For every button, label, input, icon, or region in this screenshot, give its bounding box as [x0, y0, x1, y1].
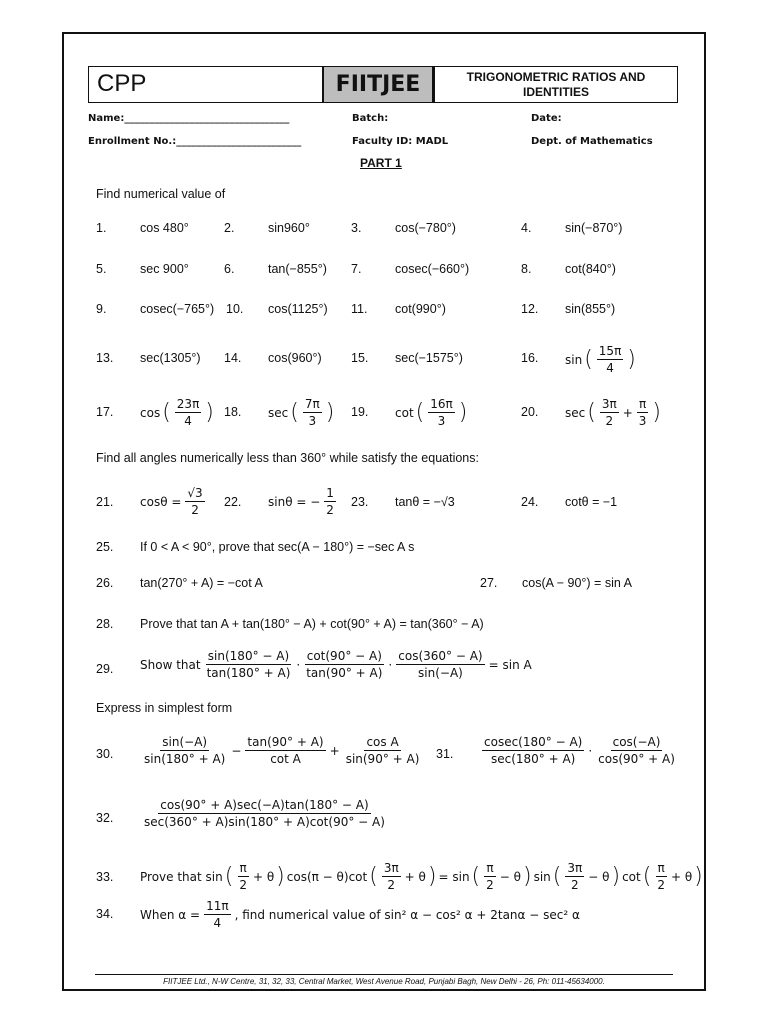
question-number: 11.: [351, 302, 368, 316]
section-heading-3: Express in simplest form: [96, 701, 233, 715]
question-number: 5.: [96, 262, 107, 276]
question-10: cos(1125°): [268, 302, 328, 316]
question-number: 33.: [96, 870, 114, 884]
question-number: 24.: [521, 495, 539, 509]
question-17: cos ( $\frac{23\pi}{4}$ ): [140, 397, 214, 428]
question-1: cos 480°: [140, 221, 189, 235]
question-8: cot(840°): [565, 262, 616, 276]
question-4: sin(−870°): [565, 221, 623, 235]
question-21: cosθ = $\frac{√3}{2}$: [140, 486, 203, 517]
question-number: 32.: [96, 811, 114, 825]
enrollment-field: Enrollment No.:_________________________: [88, 136, 302, 147]
question-18: sec ( $\frac{7\pi}{3}$ ): [268, 397, 335, 428]
question-number: 8.: [521, 262, 532, 276]
question-number: 17.: [96, 405, 114, 419]
question-7: cosec(−660°): [395, 262, 470, 276]
faculty-id: Faculty ID: MADL: [352, 136, 449, 147]
question-14: cos(960°): [268, 351, 322, 365]
footer-address: FIITJEE Ltd., N-W Centre, 31, 32, 33, Central Market, West Avenue Road, Punjabi Bagh, New Delhi - 26, Ph: 011-45634000.: [163, 977, 605, 986]
question-number: 25.: [96, 540, 114, 554]
question-number: 4.: [521, 221, 532, 235]
question-15: sec(−1575°): [395, 351, 463, 365]
part-heading: PART 1: [360, 156, 402, 170]
question-25: If 0 < A < 90°, prove that sec(A − 180°) = −sec A s: [140, 540, 415, 554]
question-33: Prove that sin ( $\frac{\pi}{2}$ + θ ) cos(π − θ)cot ( $\frac{3\pi}{2}$ + θ ) = sin ( $\frac{\pi}{2}$ − θ ) sin ( $\frac{3\pi}{2}$ − θ ) cot ( $\frac{\pi}{2}$ + θ ): [140, 861, 703, 892]
question-32: $\frac{\cos(90^\circ + A)\sec(-A)\tan(180^\circ - A)}{\sec(360^\circ + A)\sin(180^\circ + A)\cot(90^\circ - A)}$: [144, 798, 385, 829]
question-30: $\frac{\sin(-A)}{\sin(180^\circ + A)}$ − $\frac{\tan(90^\circ + A)}{\text{cot A}}$ + $\frac{\text{cos A}}{\sin(90^\circ + A)}$: [144, 735, 420, 766]
question-12: sin(855°): [565, 302, 616, 316]
question-13: sec(1305°): [140, 351, 201, 365]
question-19: cot ( $\frac{16\pi}{3}$ ): [395, 397, 468, 428]
question-number: 21.: [96, 495, 114, 509]
question-27: cos(A − 90°) = sin A: [522, 576, 632, 590]
question-number: 28.: [96, 617, 114, 631]
question-31: $\frac{cosec(180^\circ - A)}{\sec(180^\circ + A)}$ · $\frac{\cos(-A)}{\cos(90^\circ + A)}$: [484, 735, 675, 766]
question-number: 31.: [436, 747, 454, 761]
question-24: cotθ = −1: [565, 495, 618, 509]
question-number: 9.: [96, 302, 107, 316]
question-9: cosec(−765°): [140, 302, 215, 316]
question-29: Show that $\frac{\sin(180^\circ - A)}{\tan(180^\circ + A)}$ · $\frac{\cot(90^\circ - A)}{\tan(90^\circ + A)}$ · $\frac{\cos(360^\circ - A)}{\sin(-A)}$ = sin A: [140, 649, 532, 680]
question-number: 16.: [521, 351, 539, 365]
topic-line-1: TRIGONOMETRIC RATIOS AND: [466, 70, 646, 84]
question-number: 10.: [226, 302, 244, 316]
question-28: Prove that tan A + tan(180° − A) + cot(90° + A) = tan(360° − A): [140, 617, 484, 631]
question-number: 30.: [96, 747, 114, 761]
question-number: 23.: [351, 495, 369, 509]
question-number: 14.: [224, 351, 242, 365]
question-number: 26.: [96, 576, 114, 590]
footer-divider: [95, 974, 673, 975]
question-number: 29.: [96, 662, 114, 676]
section-heading-1: Find numerical value of: [96, 187, 226, 201]
question-6: tan(−855°): [268, 262, 327, 276]
name-field: Name:_________________________________: [88, 113, 290, 124]
question-number: 2.: [224, 221, 235, 235]
question-number: 15.: [351, 351, 369, 365]
department: Dept. of Mathematics: [531, 136, 653, 147]
section-heading-2: Find all angles numerically less than 360° while satisfy the equations:: [96, 451, 479, 465]
question-number: 6.: [224, 262, 235, 276]
question-number: 22.: [224, 495, 242, 509]
question-number: 12.: [521, 302, 539, 316]
topic-line-2: IDENTITIES: [522, 85, 589, 99]
topic-title: [434, 66, 678, 103]
question-number: 1.: [96, 221, 107, 235]
question-3: cos(−780°): [395, 221, 456, 235]
question-22: sinθ = − $\frac{1}{2}$: [268, 486, 334, 517]
date-field: Date:: [531, 113, 562, 124]
question-number: 27.: [480, 576, 498, 590]
batch-field: Batch:: [352, 113, 389, 124]
brand-logo: FIITJEE: [322, 66, 434, 103]
cpp-label: CPP: [88, 66, 323, 103]
question-11: cot(990°): [395, 302, 446, 316]
question-26: tan(270° + A) = −cot A: [140, 576, 263, 590]
question-2: sin960°: [268, 221, 310, 235]
question-16: sin ( $\frac{15\pi}{4}$ ): [565, 344, 636, 375]
question-5: sec 900°: [140, 262, 189, 276]
question-23: tanθ = −√3: [395, 495, 455, 509]
question-number: 3.: [351, 221, 362, 235]
question-number: 13.: [96, 351, 114, 365]
question-number: 19.: [351, 405, 369, 419]
question-number: 34.: [96, 907, 114, 921]
question-number: 7.: [351, 262, 362, 276]
question-34: When α = $\frac{11\pi}{4}$ , find numerical value of sin² α − cos² α + 2tanα − sec² α: [140, 899, 580, 930]
question-20: sec ( $\frac{3\pi}{2}$ + $\frac{\pi}{3}$ ): [565, 397, 661, 428]
question-number: 18.: [224, 405, 242, 419]
question-number: 20.: [521, 405, 539, 419]
